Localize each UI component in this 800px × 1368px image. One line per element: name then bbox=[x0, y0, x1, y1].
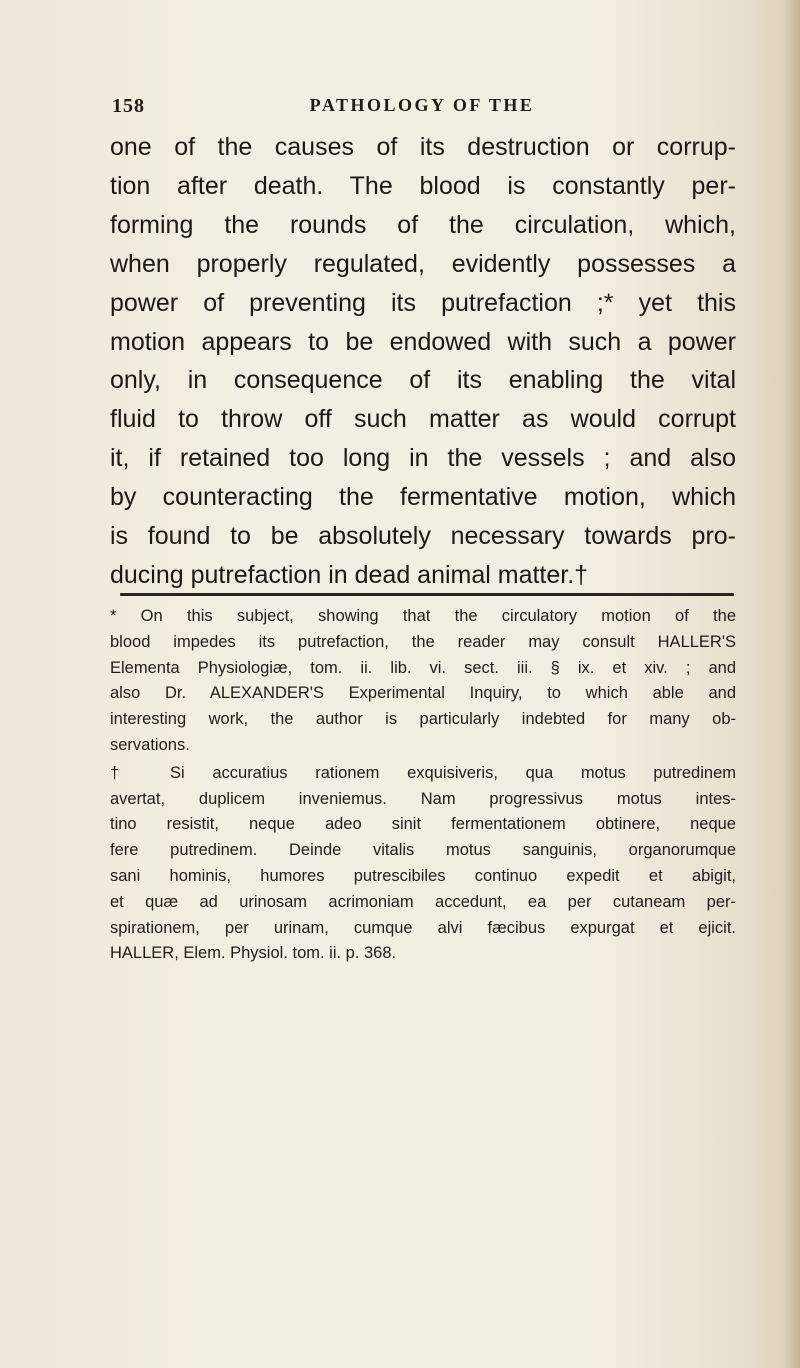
footnote-line: HALLER, Elem. Physiol. tom. ii. p. 368. bbox=[110, 944, 397, 963]
body-line: tion after death. The blood is constantly per- bbox=[110, 171, 736, 200]
footnote-line: tino resistit, neque adeo sinit fermentationem obtinere, neque bbox=[110, 815, 736, 834]
footnote-line: fere putredinem. Deinde vitalis motus sanguinis, organorumque bbox=[110, 841, 736, 860]
footnote-line: avertat, duplicem inveniemus. Nam progressivus motus intes- bbox=[110, 789, 736, 808]
body-line: one of the causes of its destruction or corrup- bbox=[110, 133, 736, 161]
footnote-line: Elementa Physiologiæ, tom. ii. lib. vi. sect. iii. § ix. et xiv. ; and bbox=[110, 658, 736, 677]
body-line: only, in consequence of its enabling the vital bbox=[110, 366, 736, 395]
body-paragraph bbox=[110, 128, 736, 595]
footnote-line: interesting work, the author is particularly indebted for many ob- bbox=[110, 710, 736, 729]
footnote-line: blood impedes its putrefaction, the reader may consult HALLER'S bbox=[110, 632, 736, 651]
body-line: is found to be absolutely necessary towards pro- bbox=[110, 522, 736, 551]
footnote-line: also Dr. ALEXANDER'S Experimental Inquiry, to which able and bbox=[110, 684, 736, 703]
body-line: it, if retained too long in the vessels ; and also bbox=[110, 444, 736, 473]
body-line: power of preventing its putrefaction ;* yet this bbox=[110, 288, 736, 317]
running-title: PATHOLOGY OF THE bbox=[309, 95, 535, 115]
footnote-line: * On this subject, showing that the circulatory motion of the bbox=[110, 607, 736, 625]
footnote-line: spirationem, per urinam, cumque alvi fæcibus expurgat et ejicit. bbox=[110, 918, 736, 937]
footnotes bbox=[110, 604, 736, 967]
body-line: when properly regulated, evidently possesses a bbox=[110, 249, 736, 278]
footnote-line: † Si accuratius rationem exquisiveris, qua motus putredinem bbox=[110, 763, 736, 782]
footnote-dagger bbox=[110, 761, 736, 967]
footnote-rule bbox=[120, 593, 734, 596]
body-line: by counteracting the fermentative motion, which bbox=[110, 483, 736, 512]
body-line: forming the rounds of the circulation, which, bbox=[110, 210, 736, 239]
footnote-line: et quæ ad urinosam acrimoniam accedunt, ea per cutaneam per- bbox=[110, 892, 736, 911]
footnote-line: sani hominis, humores putrescibiles continuo expedit et abigit, bbox=[110, 866, 736, 885]
footnote-line: servations. bbox=[110, 735, 190, 754]
footnote-asterisk bbox=[110, 604, 736, 759]
body-line: fluid to throw off such matter as would corrupt bbox=[110, 405, 736, 434]
page-number: 158 bbox=[112, 95, 145, 117]
body-line: ducing putrefaction in dead animal matter.† bbox=[110, 560, 589, 589]
page-edge-shadow bbox=[784, 0, 800, 1368]
running-head bbox=[112, 95, 732, 119]
body-line: motion appears to be endowed with such a power bbox=[110, 327, 736, 356]
